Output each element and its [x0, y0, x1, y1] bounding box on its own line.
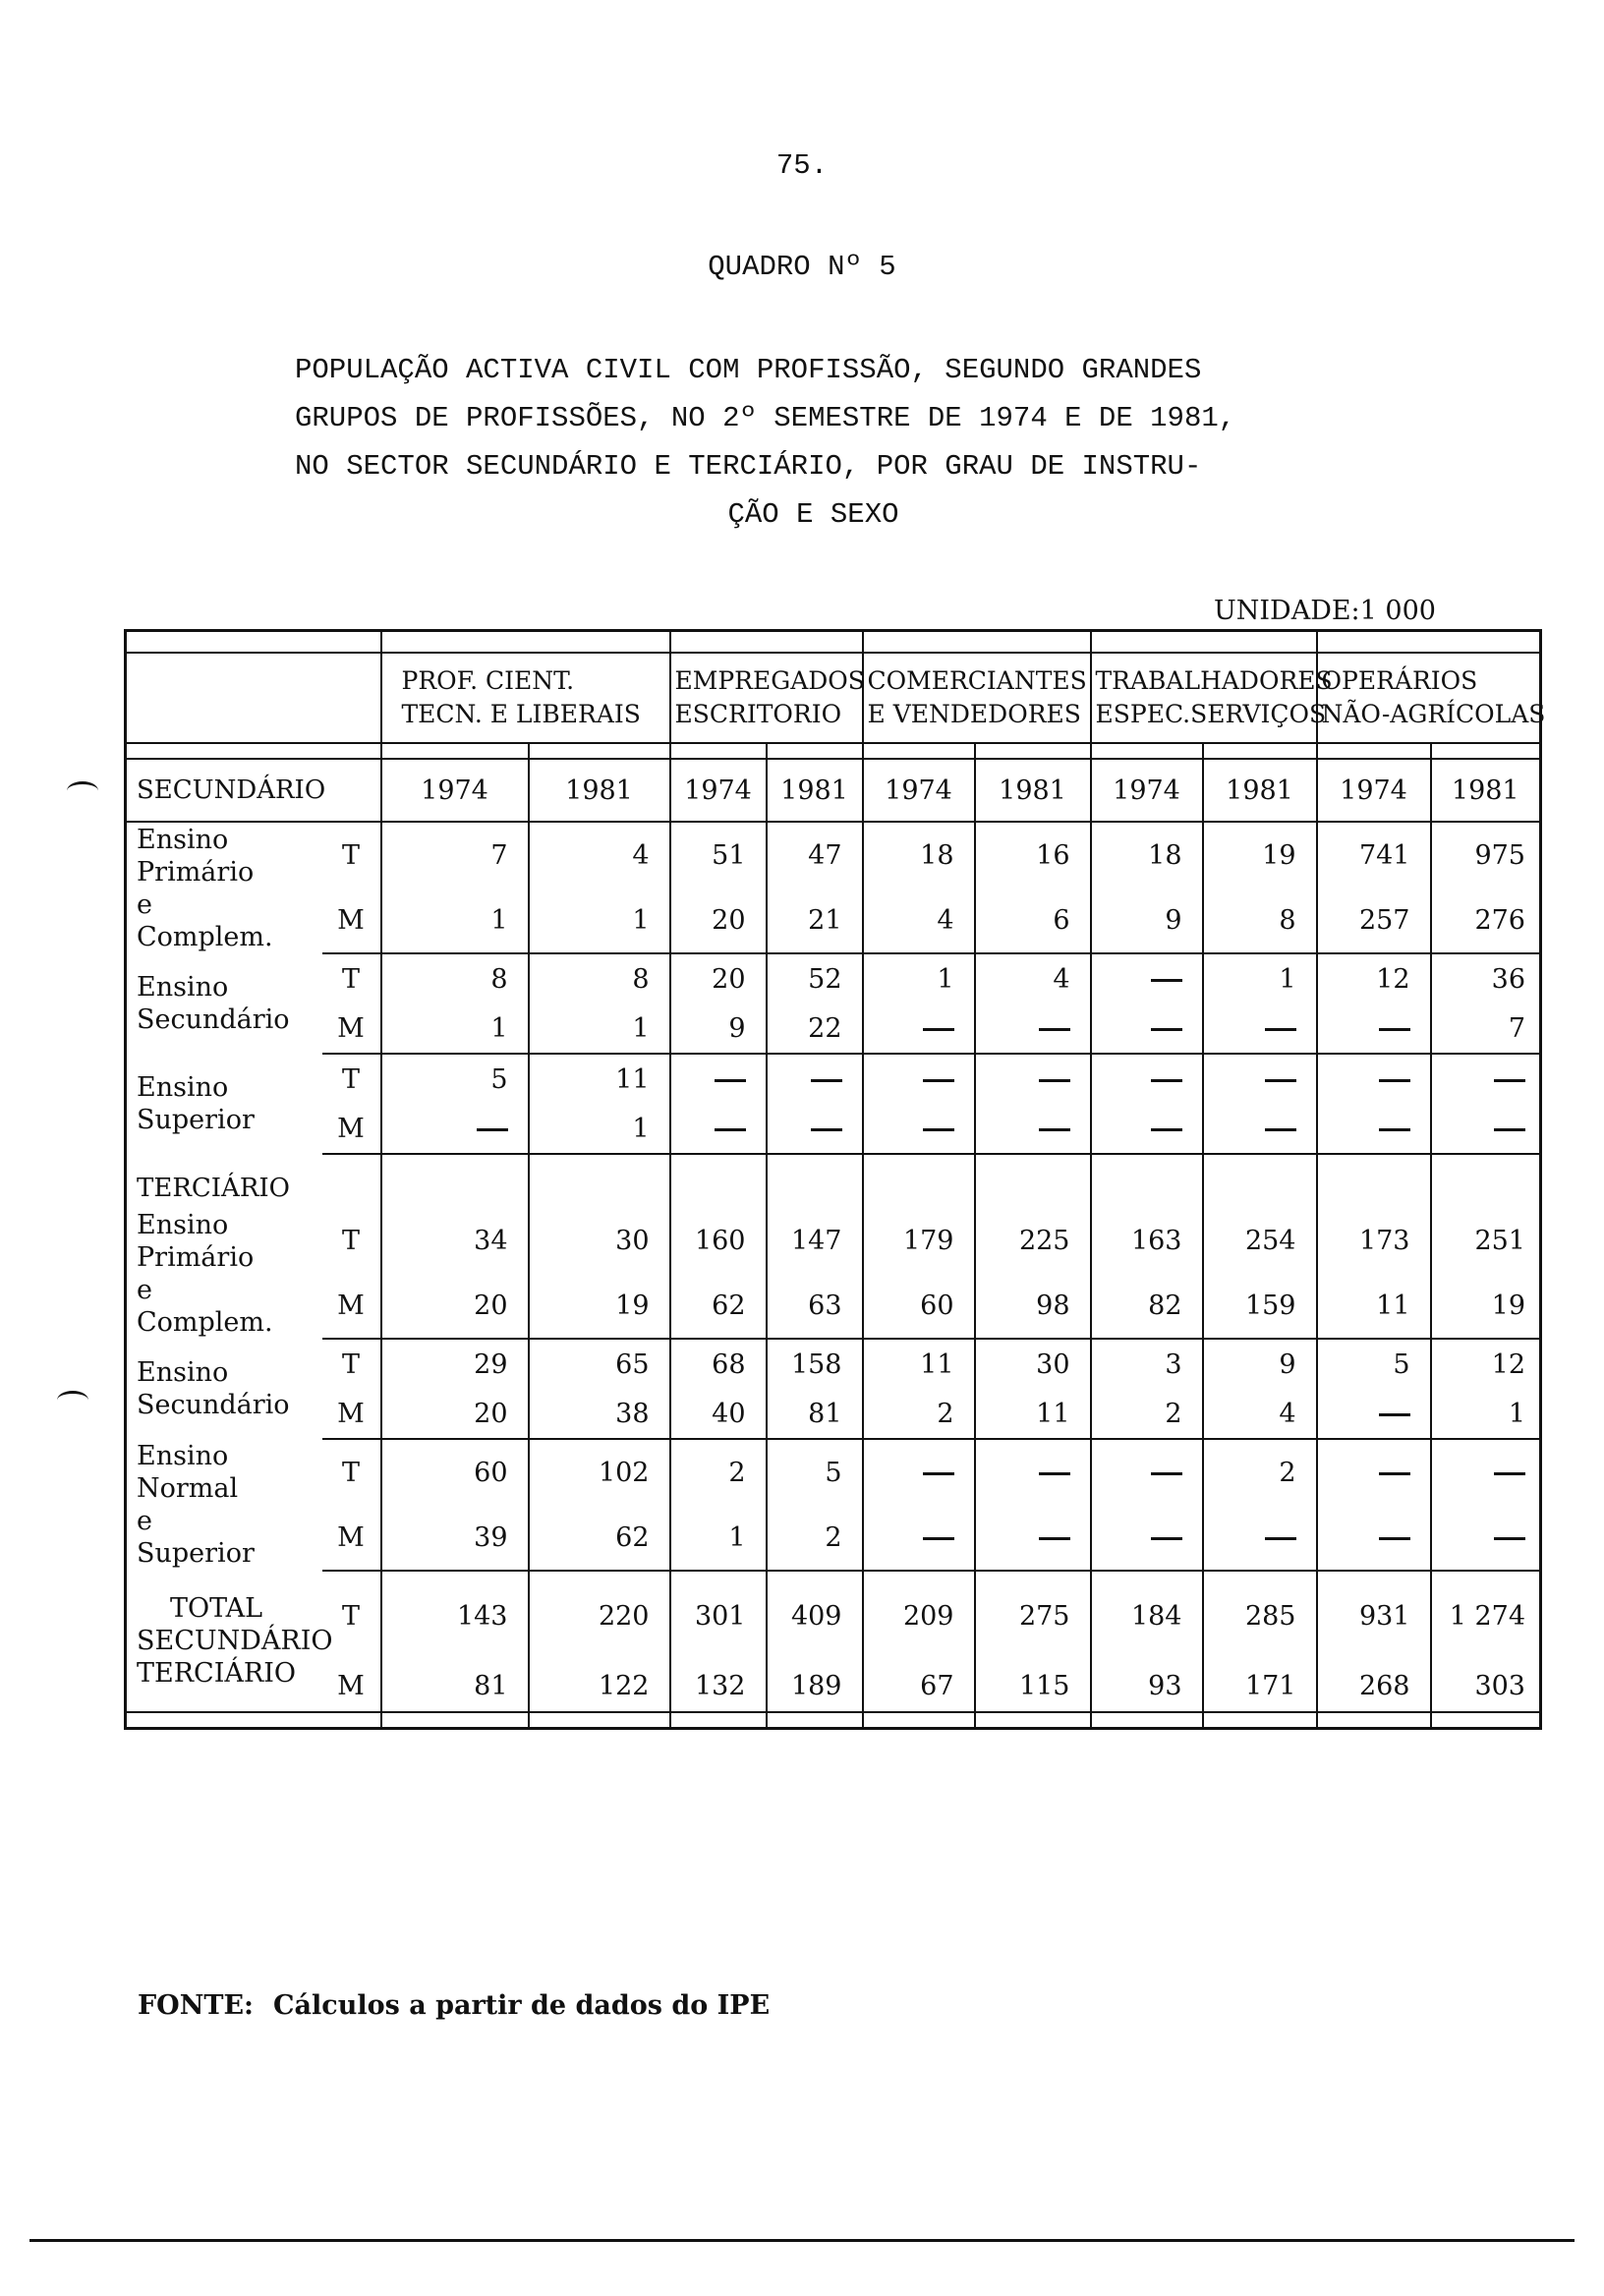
table-row: [126, 1660, 1541, 1712]
data-cell: 1: [381, 888, 529, 953]
data-cell: 1: [1203, 953, 1317, 1004]
nil-dash: [1379, 1128, 1410, 1131]
year-header: 1981: [529, 759, 670, 822]
data-cell: [1091, 953, 1203, 1004]
data-cell: 2: [670, 1439, 767, 1505]
table-row: [126, 822, 1541, 888]
nil-dash: [1039, 1537, 1070, 1540]
data-cell: [975, 1439, 1091, 1505]
data-cell: 184: [1091, 1571, 1203, 1660]
title-line: NO SECTOR SECUNDÁRIO E TERCIÁRIO, POR GRAU DE INSTRU-: [295, 450, 1202, 483]
category-label: [126, 1571, 333, 1712]
year-header: 1974: [1091, 759, 1203, 822]
data-cell: 11: [529, 1054, 670, 1104]
table-row: [126, 1054, 1541, 1104]
category-label-line: Complem.: [137, 1306, 273, 1338]
page-number: 75.: [775, 149, 829, 182]
data-cell: 209: [863, 1571, 975, 1660]
table-id: QUADRO Nº 5: [708, 251, 896, 283]
data-cell: 19: [1203, 822, 1317, 888]
data-cell: [1431, 1439, 1541, 1505]
data-cell: 225: [975, 1208, 1091, 1273]
data-cell: [1203, 1004, 1317, 1054]
data-cell: 159: [1203, 1273, 1317, 1339]
title-line: GRUPOS DE PROFISSÕES, NO 2º SEMESTRE DE 1974 E DE 1981,: [295, 402, 1236, 434]
sex-code: T: [322, 1208, 381, 1273]
terciario-body: [126, 1208, 1541, 1571]
data-cell: [863, 1439, 975, 1505]
data-cell: [1317, 1505, 1431, 1571]
data-cell: 171: [1203, 1660, 1317, 1712]
unit-note: UNIDADE:1 000: [1214, 596, 1436, 626]
data-cell: 67: [863, 1660, 975, 1712]
category-label-line: Primário: [137, 856, 255, 888]
source-text: Cálculos a partir de dados do IPE: [273, 1990, 771, 2021]
year-header: 1981: [767, 759, 863, 822]
data-cell: [670, 1104, 767, 1154]
nil-dash: [1379, 1028, 1410, 1031]
nil-dash: [1379, 1079, 1410, 1082]
data-cell: 1 274: [1431, 1571, 1541, 1660]
sex-code: T: [322, 1339, 381, 1389]
data-cell: 3: [1091, 1339, 1203, 1389]
nil-dash: [1494, 1079, 1525, 1082]
sex-code: M: [322, 1660, 381, 1712]
data-cell: 93: [1091, 1660, 1203, 1712]
nil-dash: [1151, 1537, 1182, 1540]
nil-dash: [715, 1128, 746, 1131]
data-cell: 21: [767, 888, 863, 953]
data-cell: 5: [767, 1439, 863, 1505]
sex-code: T: [322, 1054, 381, 1104]
data-cell: 268: [1317, 1660, 1431, 1712]
table-row: [126, 1273, 1541, 1339]
group-header-empregados: EMPREGADOS ESCRITORIO: [670, 653, 863, 743]
data-cell: 52: [767, 953, 863, 1004]
category-label-line: Secundário: [137, 1390, 290, 1420]
data-cell: [767, 1054, 863, 1104]
table-row: [126, 1104, 1541, 1154]
data-cell: [670, 1054, 767, 1104]
data-cell: 47: [767, 822, 863, 888]
group-header-operarios: OPERÁRIOS NÃO-AGRÍCOLAS: [1317, 653, 1541, 743]
data-cell: [863, 1054, 975, 1104]
data-cell: 220: [529, 1571, 670, 1660]
category-label: [126, 1339, 322, 1439]
year-header: 1974: [1317, 759, 1431, 822]
data-cell: 189: [767, 1660, 863, 1712]
data-cell: 1: [529, 1004, 670, 1054]
category-label-line: Superior: [137, 1538, 255, 1569]
data-cell: [1431, 1505, 1541, 1571]
data-cell: 65: [529, 1339, 670, 1389]
data-cell: 1: [529, 1104, 670, 1154]
data-cell: 5: [1317, 1339, 1431, 1389]
data-cell: 122: [529, 1660, 670, 1712]
nil-dash: [1379, 1472, 1410, 1475]
sex-code: M: [322, 1104, 381, 1154]
table-row: [126, 1389, 1541, 1439]
data-cell: 4: [529, 822, 670, 888]
category-label-line: Ensino: [137, 824, 229, 855]
data-cell: 2: [1091, 1389, 1203, 1439]
sex-code: M: [322, 1389, 381, 1439]
data-cell: 51: [670, 822, 767, 888]
data-table: [124, 629, 1546, 1730]
data-cell: 18: [863, 822, 975, 888]
category-label-line: Ensino: [137, 1209, 229, 1240]
title-line: ÇÃO E SEXO: [727, 498, 899, 531]
data-cell: 12: [1431, 1339, 1541, 1389]
category-label-line: Ensino: [137, 972, 229, 1003]
sex-code: M: [322, 1273, 381, 1339]
data-cell: [1431, 1054, 1541, 1104]
nil-dash: [477, 1128, 508, 1131]
data-cell: [1317, 1054, 1431, 1104]
data-cell: 8: [529, 953, 670, 1004]
data-cell: 40: [670, 1389, 767, 1439]
data-cell: 2: [767, 1505, 863, 1571]
table-title: [295, 346, 1376, 539]
data-cell: [1091, 1505, 1203, 1571]
table-row: [126, 888, 1541, 953]
data-cell: 16: [975, 822, 1091, 888]
data-cell: 98: [975, 1273, 1091, 1339]
group-header-prof-cient: PROF. CIENT. TECN. E LIBERAIS: [381, 653, 670, 743]
data-cell: 9: [670, 1004, 767, 1054]
nil-dash: [1265, 1028, 1296, 1031]
nil-dash: [1039, 1128, 1070, 1131]
data-cell: [1203, 1054, 1317, 1104]
data-cell: 20: [381, 1389, 529, 1439]
year-header: 1981: [1431, 759, 1541, 822]
data-cell: 60: [381, 1439, 529, 1505]
nil-dash: [1039, 1028, 1070, 1031]
data-cell: 68: [670, 1339, 767, 1389]
data-cell: 2: [863, 1389, 975, 1439]
sex-code: T: [322, 1571, 381, 1660]
data-cell: 11: [1317, 1273, 1431, 1339]
data-cell: 741: [1317, 822, 1431, 888]
category-label-line: Normal: [137, 1473, 239, 1504]
category-label-line: Complem.: [137, 921, 273, 952]
category-label: [126, 953, 322, 1054]
data-cell: 30: [529, 1208, 670, 1273]
data-cell: [1203, 1505, 1317, 1571]
data-cell: 38: [529, 1389, 670, 1439]
nil-dash: [1494, 1537, 1525, 1540]
data-cell: [1091, 1004, 1203, 1054]
data-cell: 143: [381, 1571, 529, 1660]
year-header: 1981: [975, 759, 1091, 822]
category-label-line: Ensino: [137, 1072, 229, 1103]
data-cell: 303: [1431, 1660, 1541, 1712]
data-cell: 5: [381, 1054, 529, 1104]
data-cell: [1317, 1389, 1431, 1439]
data-cell: 30: [975, 1339, 1091, 1389]
nil-dash: [923, 1472, 954, 1475]
data-cell: [1317, 1439, 1431, 1505]
data-cell: [1317, 1104, 1431, 1154]
data-cell: 251: [1431, 1208, 1541, 1273]
data-cell: 132: [670, 1660, 767, 1712]
data-cell: [1203, 1104, 1317, 1154]
data-cell: [863, 1505, 975, 1571]
data-cell: 34: [381, 1208, 529, 1273]
data-cell: 19: [529, 1273, 670, 1339]
table-row: [126, 1505, 1541, 1571]
data-cell: 63: [767, 1273, 863, 1339]
data-cell: 81: [381, 1660, 529, 1712]
data-cell: 975: [1431, 822, 1541, 888]
data-cell: 254: [1203, 1208, 1317, 1273]
data-cell: 20: [670, 888, 767, 953]
nil-dash: [1151, 1472, 1182, 1475]
data-cell: 931: [1317, 1571, 1431, 1660]
nil-dash: [1379, 1413, 1410, 1416]
data-cell: [863, 1004, 975, 1054]
category-label-line: SECUNDÁRIO: [137, 1626, 333, 1656]
data-cell: [975, 1054, 1091, 1104]
data-cell: [1091, 1054, 1203, 1104]
category-label: [126, 1439, 322, 1571]
footer-rule: [29, 2239, 1575, 2242]
nil-dash: [1151, 979, 1182, 982]
data-cell: 11: [863, 1339, 975, 1389]
data-cell: [767, 1104, 863, 1154]
category-label-line: TERCIÁRIO: [137, 1658, 296, 1689]
data-cell: [975, 1104, 1091, 1154]
data-cell: 1: [1431, 1389, 1541, 1439]
nil-dash: [923, 1128, 954, 1131]
nil-dash: [1151, 1028, 1182, 1031]
data-cell: 301: [670, 1571, 767, 1660]
data-cell: 7: [1431, 1004, 1541, 1054]
data-cell: 1: [529, 888, 670, 953]
data-cell: 179: [863, 1208, 975, 1273]
data-cell: 276: [1431, 888, 1541, 953]
nil-dash: [1039, 1079, 1070, 1082]
nil-dash: [1265, 1128, 1296, 1131]
category-label: [126, 1208, 322, 1339]
nil-dash: [1039, 1472, 1070, 1475]
title-line: POPULAÇÃO ACTIVA CIVIL COM PROFISSÃO, SEGUNDO GRANDES: [295, 354, 1202, 386]
category-label: [126, 1054, 322, 1154]
data-cell: 115: [975, 1660, 1091, 1712]
category-label-line: TOTAL: [170, 1593, 263, 1624]
data-cell: 81: [767, 1389, 863, 1439]
sex-code: T: [322, 822, 381, 888]
data-cell: 8: [381, 953, 529, 1004]
group-header-comerciantes: COMERCIANTES E VENDEDORES: [863, 653, 1091, 743]
nil-dash: [923, 1028, 954, 1031]
data-cell: 20: [381, 1273, 529, 1339]
nil-dash: [811, 1079, 842, 1082]
data-cell: 409: [767, 1571, 863, 1660]
data-cell: [1431, 1104, 1541, 1154]
data-cell: 4: [1203, 1389, 1317, 1439]
nil-dash: [1265, 1537, 1296, 1540]
data-cell: [1317, 1004, 1431, 1054]
data-cell: 11: [975, 1389, 1091, 1439]
data-cell: 160: [670, 1208, 767, 1273]
data-cell: 1: [670, 1505, 767, 1571]
data-cell: [1091, 1439, 1203, 1505]
sex-code: T: [322, 953, 381, 1004]
data-cell: 60: [863, 1273, 975, 1339]
data-cell: 147: [767, 1208, 863, 1273]
data-cell: [1091, 1104, 1203, 1154]
data-cell: 82: [1091, 1273, 1203, 1339]
data-cell: [975, 1505, 1091, 1571]
year-header: 1974: [381, 759, 529, 822]
nil-dash: [923, 1537, 954, 1540]
category-label-line: Secundário: [137, 1004, 290, 1035]
category-label-line: Superior: [137, 1105, 255, 1135]
margin-mark: [57, 1391, 88, 1409]
table-row: [126, 953, 1541, 1004]
year-header: 1981: [1203, 759, 1317, 822]
data-cell: [975, 1004, 1091, 1054]
data-cell: 62: [529, 1505, 670, 1571]
table-row: [126, 1339, 1541, 1389]
year-header: 1974: [670, 759, 767, 822]
data-cell: 257: [1317, 888, 1431, 953]
data-cell: 1: [381, 1004, 529, 1054]
category-label-line: e: [137, 889, 152, 920]
nil-dash: [1151, 1128, 1182, 1131]
total-body: [126, 1571, 1541, 1712]
margin-mark: [67, 781, 98, 800]
category-label-line: Ensino: [137, 1357, 229, 1388]
data-cell: 158: [767, 1339, 863, 1389]
nil-dash: [1265, 1079, 1296, 1082]
data-cell: 9: [1091, 888, 1203, 953]
sex-code: M: [322, 888, 381, 953]
data-cell: 22: [767, 1004, 863, 1054]
data-cell: 1: [863, 953, 975, 1004]
table-row: [126, 1004, 1541, 1054]
data-cell: 2: [1203, 1439, 1317, 1505]
data-cell: 20: [670, 953, 767, 1004]
sex-code: M: [322, 1004, 381, 1054]
data-cell: 18: [1091, 822, 1203, 888]
sector-label-secundario: SECUNDÁRIO: [126, 759, 381, 822]
data-cell: [863, 1104, 975, 1154]
table-row: [126, 1571, 1541, 1660]
sex-code: M: [322, 1505, 381, 1571]
nil-dash: [1494, 1128, 1525, 1131]
table-row: [126, 1208, 1541, 1273]
secundario-body: [126, 822, 1541, 1154]
data-cell: 173: [1317, 1208, 1431, 1273]
data-cell: [381, 1104, 529, 1154]
nil-dash: [1151, 1079, 1182, 1082]
data-cell: 4: [975, 953, 1091, 1004]
nil-dash: [923, 1079, 954, 1082]
data-cell: 163: [1091, 1208, 1203, 1273]
nil-dash: [1379, 1537, 1410, 1540]
category-label-line: e: [137, 1506, 152, 1536]
sex-code: T: [322, 1439, 381, 1505]
source-label: FONTE:: [138, 1990, 255, 2021]
table-row: [126, 1439, 1541, 1505]
data-cell: 8: [1203, 888, 1317, 953]
data-cell: 36: [1431, 953, 1541, 1004]
data-cell: 6: [975, 888, 1091, 953]
category-label: [126, 822, 322, 953]
data-cell: 275: [975, 1571, 1091, 1660]
data-cell: 39: [381, 1505, 529, 1571]
nil-dash: [1494, 1472, 1525, 1475]
category-label-line: Ensino: [137, 1441, 229, 1471]
sector-label-terciario: TERCIÁRIO: [126, 1169, 381, 1208]
source-note: [138, 1990, 770, 2021]
category-label-line: e: [137, 1274, 152, 1305]
data-cell: 29: [381, 1339, 529, 1389]
data-cell: 7: [381, 822, 529, 888]
nil-dash: [811, 1128, 842, 1131]
data-cell: 4: [863, 888, 975, 953]
category-label-line: Primário: [137, 1241, 255, 1273]
group-header-trabalhadores: TRABALHADORES ESPEC.SERVIÇOS: [1091, 653, 1317, 743]
data-cell: 102: [529, 1439, 670, 1505]
data-cell: 19: [1431, 1273, 1541, 1339]
nil-dash: [715, 1079, 746, 1082]
data-cell: 12: [1317, 953, 1431, 1004]
data-cell: 9: [1203, 1339, 1317, 1389]
data-cell: 285: [1203, 1571, 1317, 1660]
data-cell: 62: [670, 1273, 767, 1339]
year-header: 1974: [863, 759, 975, 822]
